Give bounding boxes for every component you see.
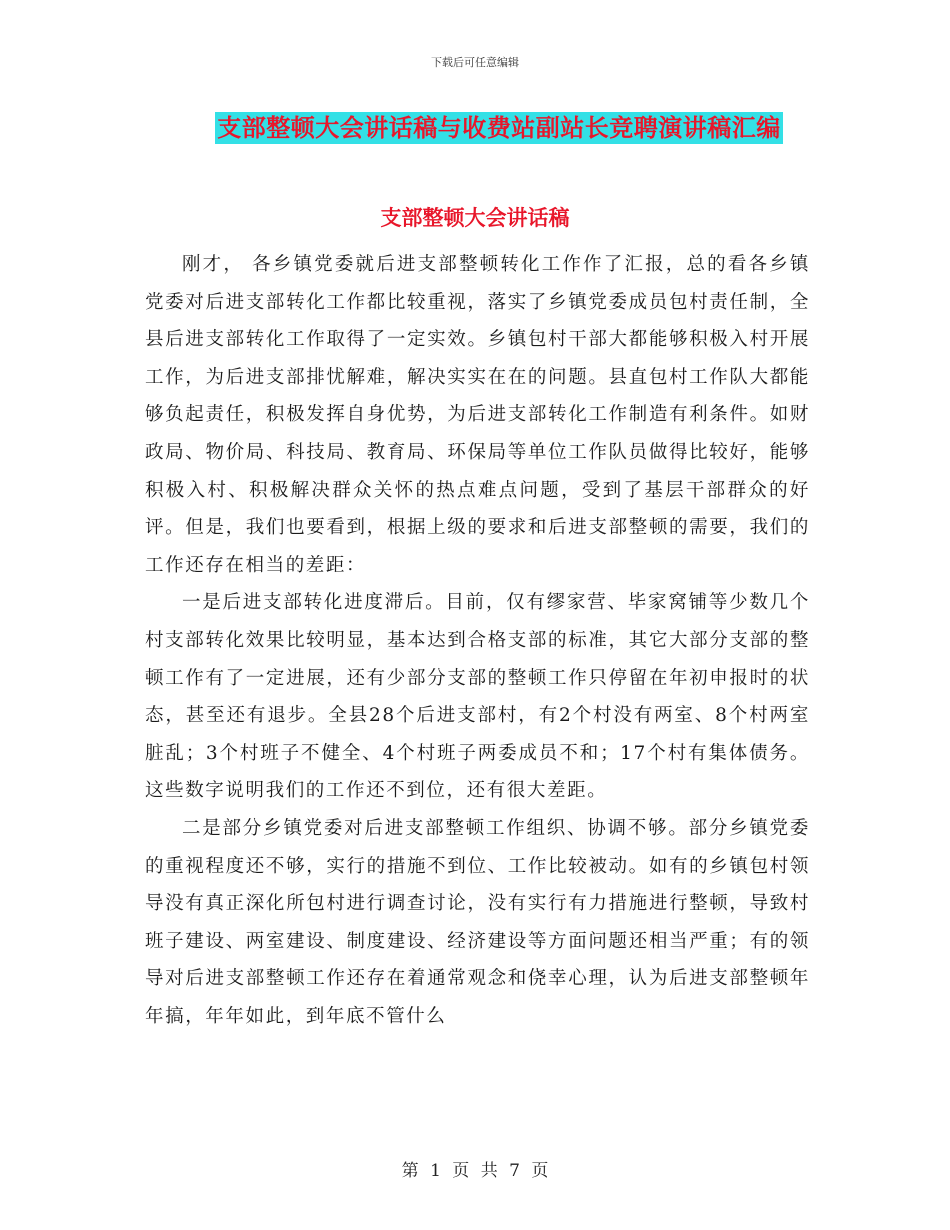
paragraph-1: 刚才， 各乡镇党委就后进支部整顿转化工作作了汇报，总的看各乡镇党委对后进支部转化工作都比较重视，落实了乡镇党委成员包村责任制，全县后进支部转化工作取得了一定实效。乡镇包村干部大都能够积极入村开展工作，为后进支部排忧解难，解决实实在在的问题。县直包村工作队大都能够负起责任，积极发挥自身优势，为后进支部转化工作制造有利条件。如财政局、物价局、科技局、教育局、环保局等单位工作队员做得比较好，能够积极入村、积极解决群众关怀的热点难点问题，受到了基层干部群众的好评。但是，我们也要看到，根据上级的要求和后进支部整顿的需要，我们的工作还存在相当的差距： (145, 254, 810, 576)
page-footer: 第 1 页 共 7 页 (401, 1161, 549, 1181)
header-note: 下载后可任意编辑 (431, 56, 519, 69)
document-title-container (0, 112, 950, 144)
document-body (145, 246, 810, 1035)
document-title: 支部整顿大会讲话稿与收费站副站长竞聘演讲稿汇编 (217, 114, 781, 142)
paragraph-3: 二是部分乡镇党委对后进支部整顿工作组织、协调不够。部分乡镇党委的重视程度还不够，实行的措施不到位、工作比较被动。如有的乡镇包村领导没有真正深化所包村进行调查讨论，没有实行有力措施进行整顿，导致村班子建设、两室建设、制度建设、经济建设等方面问题还相当严重；有的领导对后进支部整顿工作还存在着通常观念和侥幸心理，认为后进支部整顿年年搞，年年如此，到年底不管什么 (145, 817, 810, 1027)
paragraph-2: 一是后进支部转化进度滞后。目前，仅有缪家营、毕家窝铺等少数几个村支部转化效果比较明显，基本达到合格支部的标准，其它大部分支部的整顿工作有了一定进展，还有少部分支部的整顿工作只停留在年初申报时的状态，甚至还有退步。全县28个后进支部村，有2个村没有两室、8个村两室脏乱；3个村班子不健全、4个村班子两委成员不和；17个村有集体债务。这些数字说明我们的工作还不到位，还有很大差距。 (145, 592, 810, 802)
section-title: 支部整顿大会讲话稿 (380, 206, 570, 230)
